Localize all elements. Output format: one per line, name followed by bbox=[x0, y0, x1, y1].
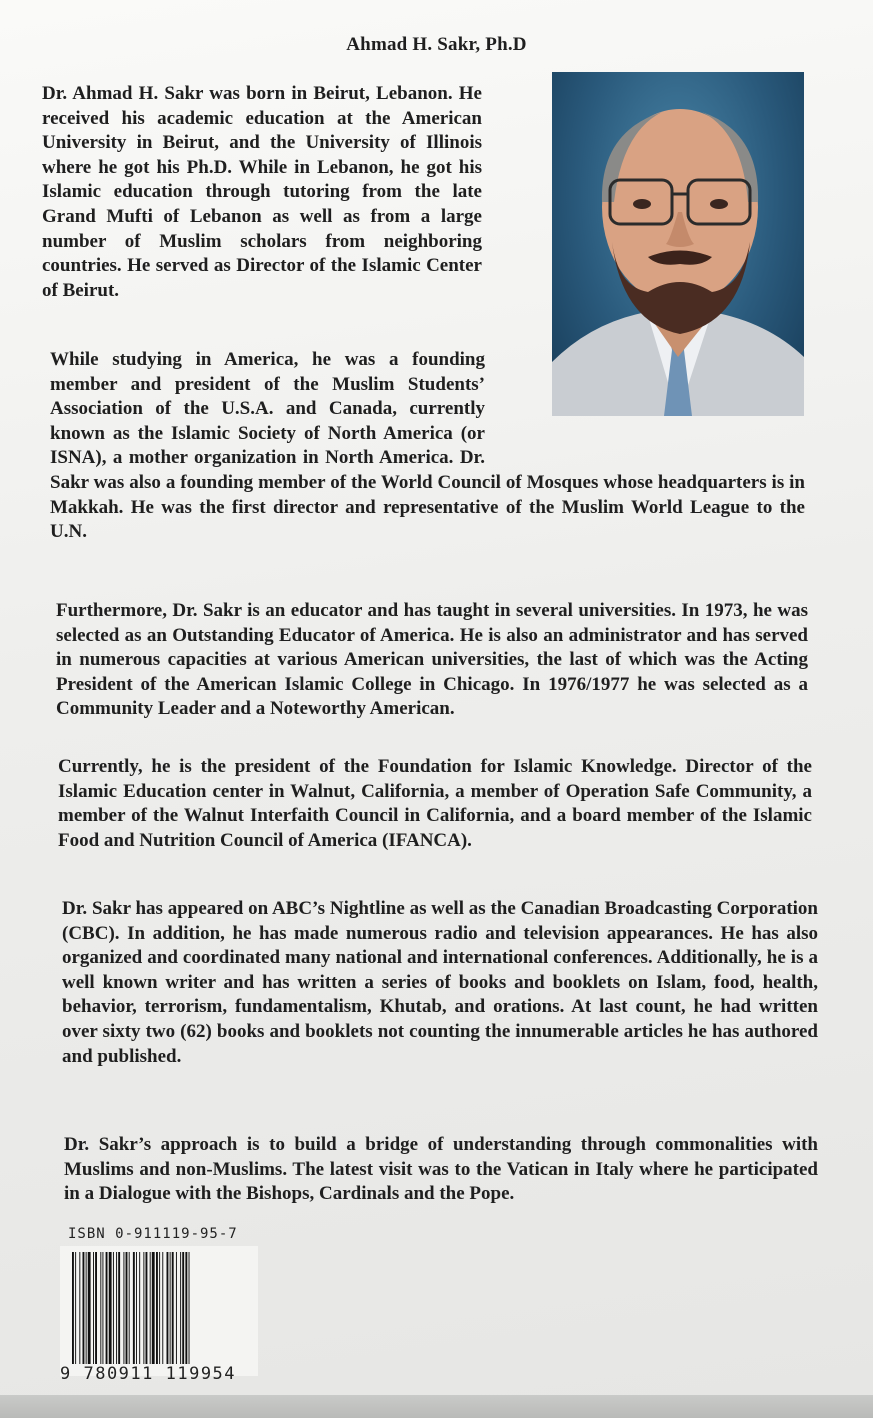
barcode-bar bbox=[152, 1252, 155, 1364]
isbn-label: ISBN 0-911119-95-7 bbox=[68, 1226, 238, 1242]
barcode-bar bbox=[93, 1252, 94, 1364]
bio-paragraph-3: Furthermore, Dr. Sakr is an educator and has taught in several universities. In 1973, he was selected as an Outstanding Educator of America. He is also an administrator and has served in numerous capacities at various American universities, the last of which was the Acting President of the American Islamic College in Chicago. In 1976/1977 he was selected as a Community Leader and a Noteworthy American. bbox=[56, 600, 808, 720]
barcode-bar bbox=[159, 1252, 160, 1364]
barcode-bar bbox=[123, 1252, 124, 1364]
barcode-bar bbox=[86, 1252, 87, 1364]
barcode-bar bbox=[109, 1252, 112, 1364]
barcode-bar bbox=[189, 1252, 190, 1364]
barcode-bar bbox=[72, 1252, 74, 1364]
barcode-bar bbox=[118, 1252, 120, 1364]
barcode-bar bbox=[116, 1252, 117, 1364]
page-edge bbox=[0, 1395, 873, 1418]
barcode-bar bbox=[83, 1252, 85, 1364]
barcode-bar bbox=[100, 1252, 101, 1364]
barcode bbox=[60, 1246, 258, 1376]
barcode-bar bbox=[162, 1252, 163, 1364]
barcode-bar bbox=[170, 1252, 171, 1364]
bio-paragraph-6: Dr. Sakr’s approach is to build a bridge of understanding through commonalities with Muslims and non-Muslims. The latest visit was to the Vatican in Italy where he participated in a Dialogue with the Bishops, Cardinals and the Pope. bbox=[64, 1134, 818, 1205]
barcode-bar bbox=[139, 1252, 140, 1364]
bio-paragraph-2 bbox=[50, 348, 805, 545]
barcode-bar bbox=[95, 1252, 97, 1364]
barcode-bar bbox=[113, 1252, 114, 1364]
barcode-bar bbox=[185, 1252, 187, 1364]
barcode-bar bbox=[106, 1252, 108, 1364]
barcode-bar bbox=[180, 1252, 181, 1364]
barcode-bar bbox=[172, 1252, 174, 1364]
barcode-bar bbox=[129, 1252, 130, 1364]
author-name: Ahmad H. Sakr, Ph.D bbox=[346, 34, 527, 55]
barcode-bar bbox=[133, 1252, 135, 1364]
photo-wrap-space bbox=[485, 348, 805, 448]
barcode-bar bbox=[182, 1252, 184, 1364]
barcode-bar bbox=[102, 1252, 103, 1364]
barcode-bar bbox=[146, 1252, 148, 1364]
barcode-bar bbox=[126, 1252, 128, 1364]
barcode-bar bbox=[88, 1252, 91, 1364]
barcode-bar bbox=[167, 1252, 169, 1364]
bio-paragraph-1: Dr. Ahmad H. Sakr was born in Beirut, Lebanon. He received his academic education at the American University in Beirut, and the University of Illinois where he got his Ph.D. While in Lebanon, he got his Islamic education through tutoring from the late Grand Mufti of Lebanon as well as from a large number of Muslim scholars from neighboring countries. He served as Director of the Islamic Center of Beirut. bbox=[42, 83, 482, 301]
barcode-bars bbox=[60, 1246, 258, 1376]
bio-paragraph-5: Dr. Sakr has appeared on ABC’s Nightline as well as the Canadian Broadcasting Corporation (CBC). In addition, he has made numerous radio and television appearances. He has also organized and coordinated many national and international conferences. Additionally, he is a well known writer and has written a series of books and booklets on Islam, food, health, behavior, terrorism, fundamentalism, Khutab, and orations. At last count, he had written over sixty two (62) books and booklets not counting the innumerable articles he has authored and published. bbox=[62, 898, 818, 1067]
bio-paragraph-4: Currently, he is the president of the Foundation for Islamic Knowledge. Director of the Islamic Education center in Walnut, California, a member of Operation Safe Community, a member of the Walnut Interfaith Council in California, and a board member of the Islamic Food and Nutrition Council of America (IFANCA). bbox=[58, 756, 812, 851]
barcode-bar bbox=[150, 1252, 151, 1364]
bio-paragraph-2-text: While studying in America, he was a founding member and president of the Muslim Students’ Association of the U.S.A. and Canada, currently known as the Islamic Society of North America (or ISNA), a mother organization in North America. Dr. Sakr was also a founding member of the World Council of Mosques whose headquarters is in Makkah. He was the first director and representative of the Muslim World League to the U.N. bbox=[50, 349, 805, 543]
barcode-bar bbox=[75, 1252, 76, 1364]
barcode-bar bbox=[156, 1252, 158, 1364]
barcode-bar bbox=[143, 1252, 144, 1364]
barcode-bar bbox=[176, 1252, 177, 1364]
barcode-bar bbox=[79, 1252, 80, 1364]
barcode-bar bbox=[136, 1252, 137, 1364]
barcode-digits: 9 780911 119954 bbox=[60, 1364, 237, 1384]
